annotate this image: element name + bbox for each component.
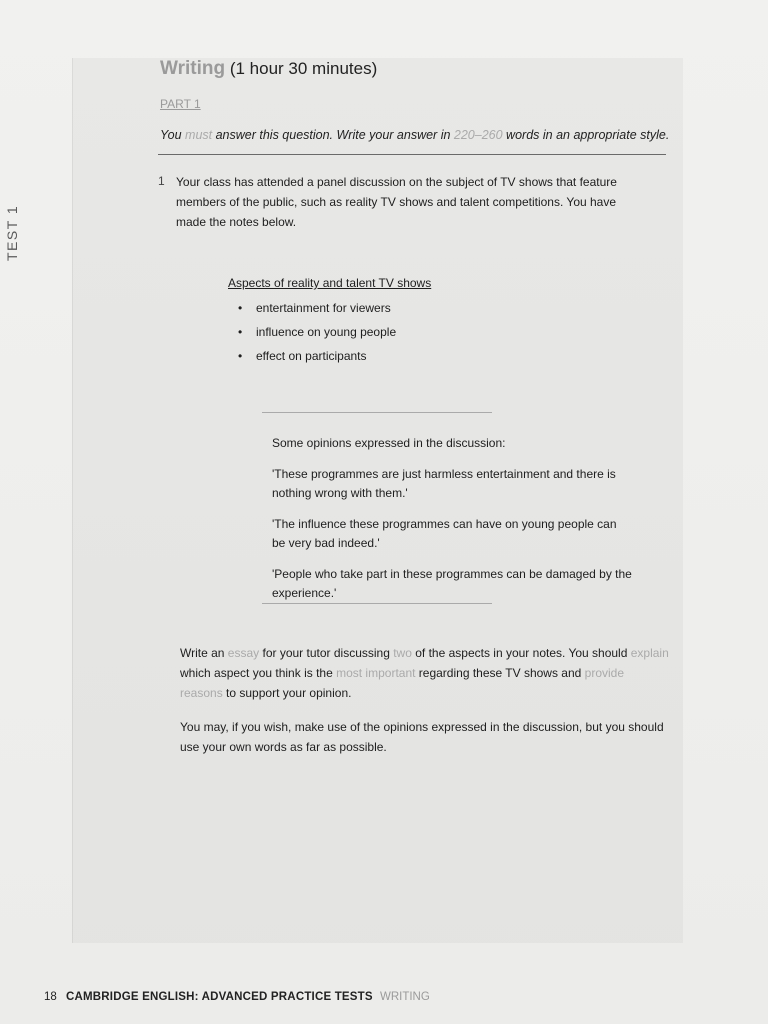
divider: [262, 603, 492, 604]
page-footer: [44, 991, 430, 1003]
notes-title: Aspects of reality and talent TV shows: [228, 276, 432, 290]
side-tab: [4, 205, 20, 265]
task-keyword: essay: [227, 646, 260, 660]
divider: [158, 154, 666, 155]
question-text: Your class has attended a panel discussion on the subject of TV shows that feature members of the public, such as reality TV shows and talent competitions. You have made the notes below.: [176, 175, 617, 229]
instruction-must: must: [185, 128, 213, 142]
list-item: [228, 320, 508, 344]
task-text: for your tutor discussing: [259, 646, 394, 660]
part-label: PART 1: [160, 97, 201, 111]
task-keyword: provide reasons: [180, 666, 625, 700]
task-text: to support your opinion.: [222, 686, 352, 700]
notes-list: [228, 296, 508, 368]
task-text: of the aspects in your notes. You should: [411, 646, 631, 660]
opinion-quote: 'These programmes are just harmless entertainment and there is nothing wrong with them.': [272, 467, 616, 500]
title-word: Writing: [160, 58, 226, 79]
note-text: entertainment for viewers: [256, 301, 391, 315]
task-text: regarding these TV shows and: [415, 666, 585, 680]
section-name: WRITING: [379, 991, 430, 1003]
bullet-icon: •: [238, 349, 243, 363]
note-text: effect on participants: [256, 349, 367, 363]
question-number: 1: [158, 174, 165, 188]
task-keyword: most important: [336, 666, 416, 680]
task-block: [180, 643, 670, 771]
task-keyword: explain: [630, 646, 669, 660]
notes-box: [228, 276, 508, 368]
section-title: [160, 58, 377, 80]
instruction-line: [160, 128, 680, 142]
side-tab-label: TEST 1: [4, 204, 20, 261]
task-paragraph: You may, if you wish, make use of the opinions expressed in the discussion, but you should use your own words as far as possible.: [180, 720, 664, 754]
opinions-intro: Some opinions expressed in the discussion:: [272, 436, 506, 450]
page-number: 18: [44, 991, 57, 1003]
book-title: CAMBRIDGE ENGLISH: ADVANCED PRACTICE TESTS: [66, 991, 373, 1003]
list-item: [228, 296, 508, 320]
opinion-quote: 'The influence these programmes can have on young people can be very bad indeed.': [272, 517, 617, 550]
divider: [262, 412, 492, 413]
list-item: [228, 344, 508, 368]
instruction-pre: You: [160, 128, 186, 142]
task-text: which aspect you think is the: [180, 666, 337, 680]
task-keyword: two: [393, 646, 412, 660]
opinions-block: [272, 434, 632, 615]
bullet-icon: •: [238, 301, 243, 315]
task-paragraph: [180, 643, 670, 703]
title-time: (1 hour 30 minutes): [229, 59, 378, 78]
note-text: influence on young people: [256, 325, 397, 339]
instruction-word-range: 220–260: [453, 128, 503, 142]
instruction-post: words in an appropriate style.: [502, 128, 670, 142]
instruction-mid: answer this question. Write your answer in: [212, 128, 454, 142]
opinion-quote: 'People who take part in these programmes can be damaged by the experience.': [272, 567, 632, 600]
task-text: Write an: [180, 646, 228, 660]
bullet-icon: •: [238, 325, 243, 339]
